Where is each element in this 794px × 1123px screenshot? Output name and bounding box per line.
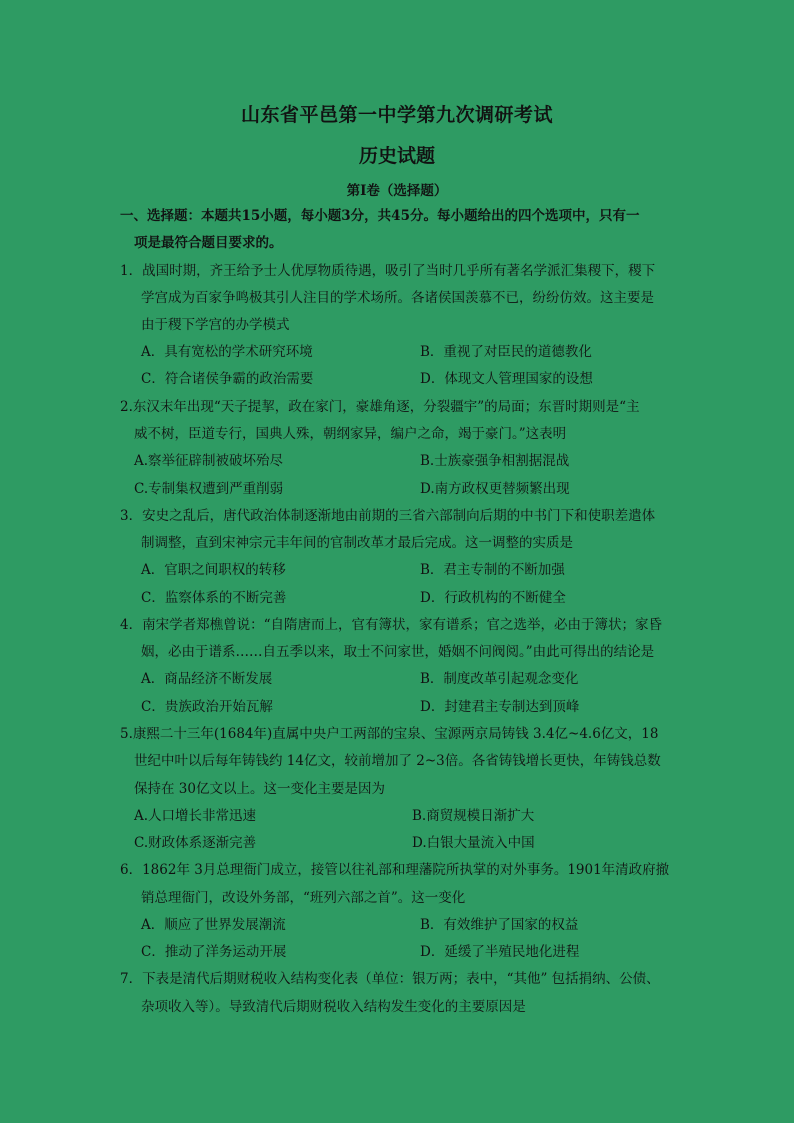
- question-6-option-a[interactable]: A．顺应了世界发展潮流: [141, 917, 286, 933]
- question-3-line-2: 制调整，直到宋神宗元丰年间的官制改革才最后完成。这一调整的实质是: [141, 535, 573, 551]
- question-4-option-d[interactable]: D．封建君主专制达到顶峰: [420, 699, 580, 715]
- instructions-line-2: 项是最符合题目要求的。: [134, 235, 283, 251]
- question-5-option-b[interactable]: B.商贸规模日渐扩大: [412, 808, 535, 824]
- question-1-option-b[interactable]: B．重视了对臣民的道德教化: [420, 344, 592, 360]
- instructions-line-1: 一、选择题：本题共15小题，每小题3分，共45分。每小题给出的四个选项中，只有一: [120, 208, 640, 224]
- question-3-option-b[interactable]: B．君主专制的不断加强: [420, 562, 565, 578]
- question-1-line-1: 1．战国时期，齐王给予士人优厚物质待遇，吸引了当时几乎所有著名学派汇集稷下，稷下: [120, 263, 656, 279]
- question-2-option-d[interactable]: D.南方政权更替频繁出现: [420, 481, 570, 497]
- question-3-option-d[interactable]: D．行政机构的不断健全: [420, 590, 566, 606]
- question-3-option-a[interactable]: A．官职之间职权的转移: [141, 562, 286, 578]
- question-1-line-3: 由于稷下学宫的办学模式: [141, 317, 290, 333]
- question-6-option-c[interactable]: C．推动了洋务运动开展: [141, 944, 287, 960]
- question-4-option-b[interactable]: B．制度改革引起观念变化: [420, 671, 579, 687]
- question-5-option-c[interactable]: C.财政体系逐渐完善: [134, 835, 257, 851]
- question-2-line-1: 2.东汉末年出现“天子提挈，政在家门，豪雄角逐，分裂疆宇”的局面；东晋时期则是“主: [120, 399, 640, 415]
- question-3-option-c[interactable]: C．监察体系的不断完善: [141, 590, 287, 606]
- question-2-option-a[interactable]: A.察举征辟制被破坏殆尽: [134, 453, 284, 469]
- question-7-line-2: 杂项收入等）。导致清代后期财税收入结构发生变化的主要原因是: [141, 999, 526, 1015]
- exam-subtitle: 历史试题: [358, 145, 435, 167]
- question-4-option-c[interactable]: C．贵族政治开始瓦解: [141, 699, 273, 715]
- volume-heading: 第Ⅰ卷（选择题）: [346, 183, 448, 199]
- question-5-line-1: 5.康熙二十三年(1684年)直属中央户工两部的宝泉、宝源两京局铸钱 3.4亿~4.6亿文，18: [120, 726, 659, 742]
- question-6-option-b[interactable]: B．有效维护了国家的权益: [420, 917, 579, 933]
- question-2-option-b[interactable]: B.士族豪强争相割据混战: [420, 453, 570, 469]
- question-5-option-d[interactable]: D.白银大量流入中国: [412, 835, 535, 851]
- question-1-option-a[interactable]: A．具有宽松的学术研究环境: [141, 344, 313, 360]
- question-3-line-1: 3．安史之乱后，唐代政治体制逐渐地由前期的三省六部制向后期的中书门下和使职差遣体: [120, 508, 656, 524]
- question-1-option-c[interactable]: C．符合诸侯争霸的政治需要: [141, 371, 314, 387]
- question-1-line-2: 学宫成为百家争鸣极其引人注目的学术场所。各诸侯国羡慕不已，纷纷仿效。这主要是: [141, 290, 654, 306]
- question-7-line-1: 7．下表是清代后期财税收入结构变化表（单位：银万两；表中，“其他” 包括捐纳、公债、: [120, 971, 660, 987]
- question-2-option-c[interactable]: C.专制集权遭到严重削弱: [134, 481, 284, 497]
- exam-title: 山东省平邑第一中学第九次调研考试: [240, 104, 553, 126]
- question-5-option-a[interactable]: A.人口增长非常迅速: [134, 808, 257, 824]
- question-6-line-2: 销总理衙门，改设外务部，“班列六部之首”。这一变化: [141, 890, 466, 906]
- question-4-line-1: 4．南宋学者郑樵曾说：“自隋唐而上，官有簿状，家有谱系；官之选举，必由于簿状；家昏: [120, 617, 662, 633]
- question-6-line-1: 6．1862年 3月总理衙门成立，接管以往礼部和理藩院所执掌的对外事务。1901年清政府撤: [120, 862, 670, 878]
- question-2-line-2: 威不树，臣道专行，国典人殊，朝纲家异，编户之命，竭于豪门。”这表明: [134, 426, 567, 442]
- question-5-line-3: 保持在 30亿文以上。这一变化主要是因为: [134, 781, 385, 797]
- question-1-option-d[interactable]: D．体现文人管理国家的设想: [420, 371, 593, 387]
- question-4-line-2: 姻，必由于谱系……自五季以来，取士不问家世，婚姻不问阀阅。”由此可得出的结论是: [141, 644, 655, 660]
- question-4-option-a[interactable]: A．商品经济不断发展: [141, 671, 273, 687]
- question-6-option-d[interactable]: D．延缓了半殖民地化进程: [420, 944, 580, 960]
- question-5-line-2: 世纪中叶以后每年铸钱约 14亿文，较前增加了 2~3倍。各省铸钱增长更快，年铸钱总数: [134, 753, 661, 769]
